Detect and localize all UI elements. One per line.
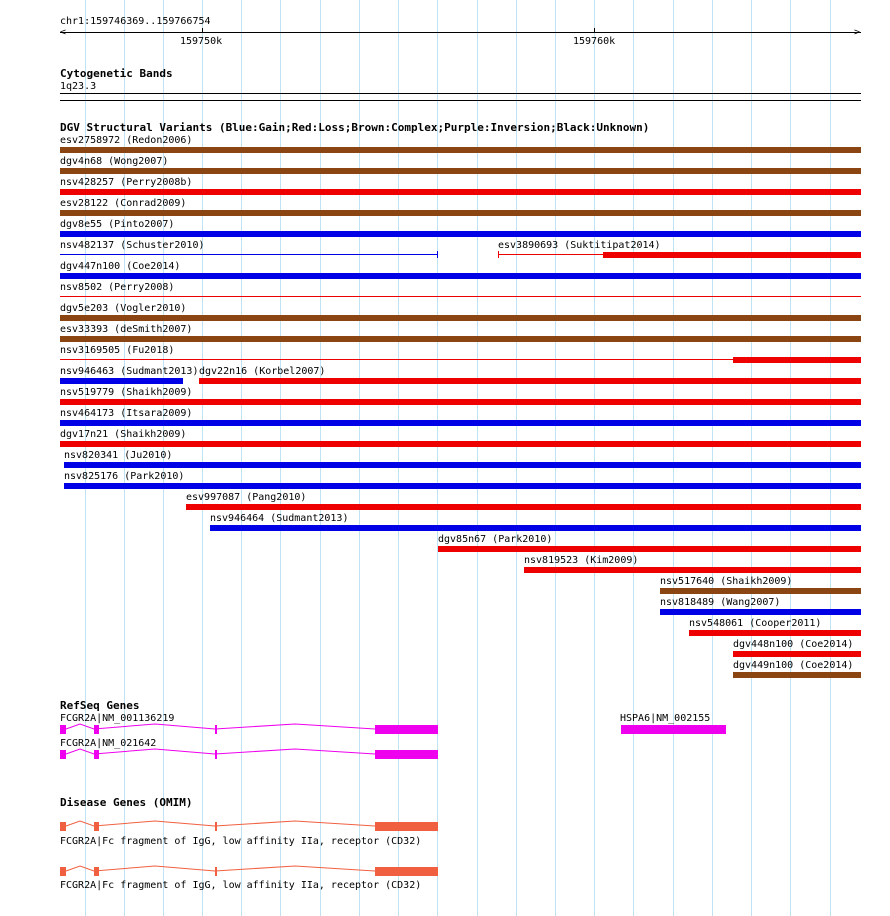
omim-gene-label[interactable]: FCGR2A|Fc fragment of IgG, low affinity IIa, receptor (CD32) xyxy=(60,880,422,891)
ruler-tick-label-2: 159760k xyxy=(573,36,616,47)
variant-label[interactable]: dgv8e55 (Pinto2007) xyxy=(60,219,175,230)
variant-label[interactable]: nsv548061 (Cooper2011) xyxy=(689,618,822,629)
variant-label[interactable]: nsv519779 (Shaikh2009) xyxy=(60,387,193,398)
variant-label[interactable]: dgv449n100 (Coe2014) xyxy=(733,660,854,671)
variant-label[interactable]: nsv428257 (Perry2008b) xyxy=(60,177,193,188)
omim-gene-model[interactable] xyxy=(60,866,438,876)
position-label: chr1:159746369..159766754 xyxy=(60,16,211,27)
ruler-right-arrow: > xyxy=(854,27,861,38)
omim-gene-label[interactable]: FCGR2A|Fc fragment of IgG, low affinity IIa, receptor (CD32) xyxy=(60,836,422,847)
refseq-gene-model[interactable] xyxy=(60,749,438,759)
variant-label[interactable]: dgv4n68 (Wong2007) xyxy=(60,156,169,167)
omim-gene-model[interactable] xyxy=(60,821,438,831)
variant-label[interactable]: nsv825176 (Park2010) xyxy=(64,471,185,482)
variant-label[interactable]: dgv17n21 (Shaikh2009) xyxy=(60,429,187,440)
variant-label[interactable]: esv28122 (Conrad2009) xyxy=(60,198,187,209)
variant-label[interactable]: esv33393 (deSmith2007) xyxy=(60,324,193,335)
cytobands-title: Cytogenetic Bands xyxy=(60,67,173,80)
refseq-title: RefSeq Genes xyxy=(60,699,140,712)
variant-label[interactable]: dgv447n100 (Coe2014) xyxy=(60,261,181,272)
variant-label[interactable]: nsv8502 (Perry2008) xyxy=(60,282,175,293)
variant-label[interactable]: nsv482137 (Schuster2010) xyxy=(60,240,205,251)
refseq-gene-model[interactable] xyxy=(621,725,726,734)
gene-label[interactable]: FCGR2A|NM_001136219 xyxy=(60,713,175,724)
variant-label[interactable]: esv2758972 (Redon2006) xyxy=(60,135,193,146)
gene-label[interactable]: FCGR2A|NM_021642 xyxy=(60,738,157,749)
variant-label[interactable]: nsv464173 (Itsara2009) xyxy=(60,408,193,419)
cytoband-label: 1q23.3 xyxy=(60,81,97,92)
variant-label[interactable]: nsv517640 (Shaikh2009) xyxy=(660,576,793,587)
variant-label[interactable]: nsv819523 (Kim2009) xyxy=(524,555,639,566)
variant-label[interactable]: dgv22n16 (Korbel2007) xyxy=(199,366,326,377)
refseq-gene-model[interactable] xyxy=(60,724,438,734)
variant-label[interactable]: nsv820341 (Ju2010) xyxy=(64,450,173,461)
variant-label[interactable]: nsv818489 (Wang2007) xyxy=(660,597,781,608)
ruler-tick-label-1: 159750k xyxy=(180,36,223,47)
variant-label[interactable]: dgv85n67 (Park2010) xyxy=(438,534,553,545)
variant-label[interactable]: nsv3169505 (Fu2018) xyxy=(60,345,175,356)
variant-label[interactable]: dgv5e203 (Vogler2010) xyxy=(60,303,187,314)
variant-label[interactable]: dgv448n100 (Coe2014) xyxy=(733,639,854,650)
omim-title: Disease Genes (OMIM) xyxy=(60,796,193,809)
variant-label[interactable]: esv3890693 (Suktitipat2014) xyxy=(498,240,661,251)
ruler-left-arrow: < xyxy=(60,27,67,38)
variant-label[interactable]: nsv946463 (Sudmant2013) xyxy=(60,366,199,377)
variant-label[interactable]: esv997087 (Pang2010) xyxy=(186,492,307,503)
variant-label[interactable]: nsv946464 (Sudmant2013) xyxy=(210,513,349,524)
dgv-title: DGV Structural Variants (Blue:Gain;Red:Loss;Brown:Complex;Purple:Inversion;Black:Unknown) xyxy=(60,121,650,134)
gene-label[interactable]: HSPA6|NM_002155 xyxy=(620,713,711,724)
